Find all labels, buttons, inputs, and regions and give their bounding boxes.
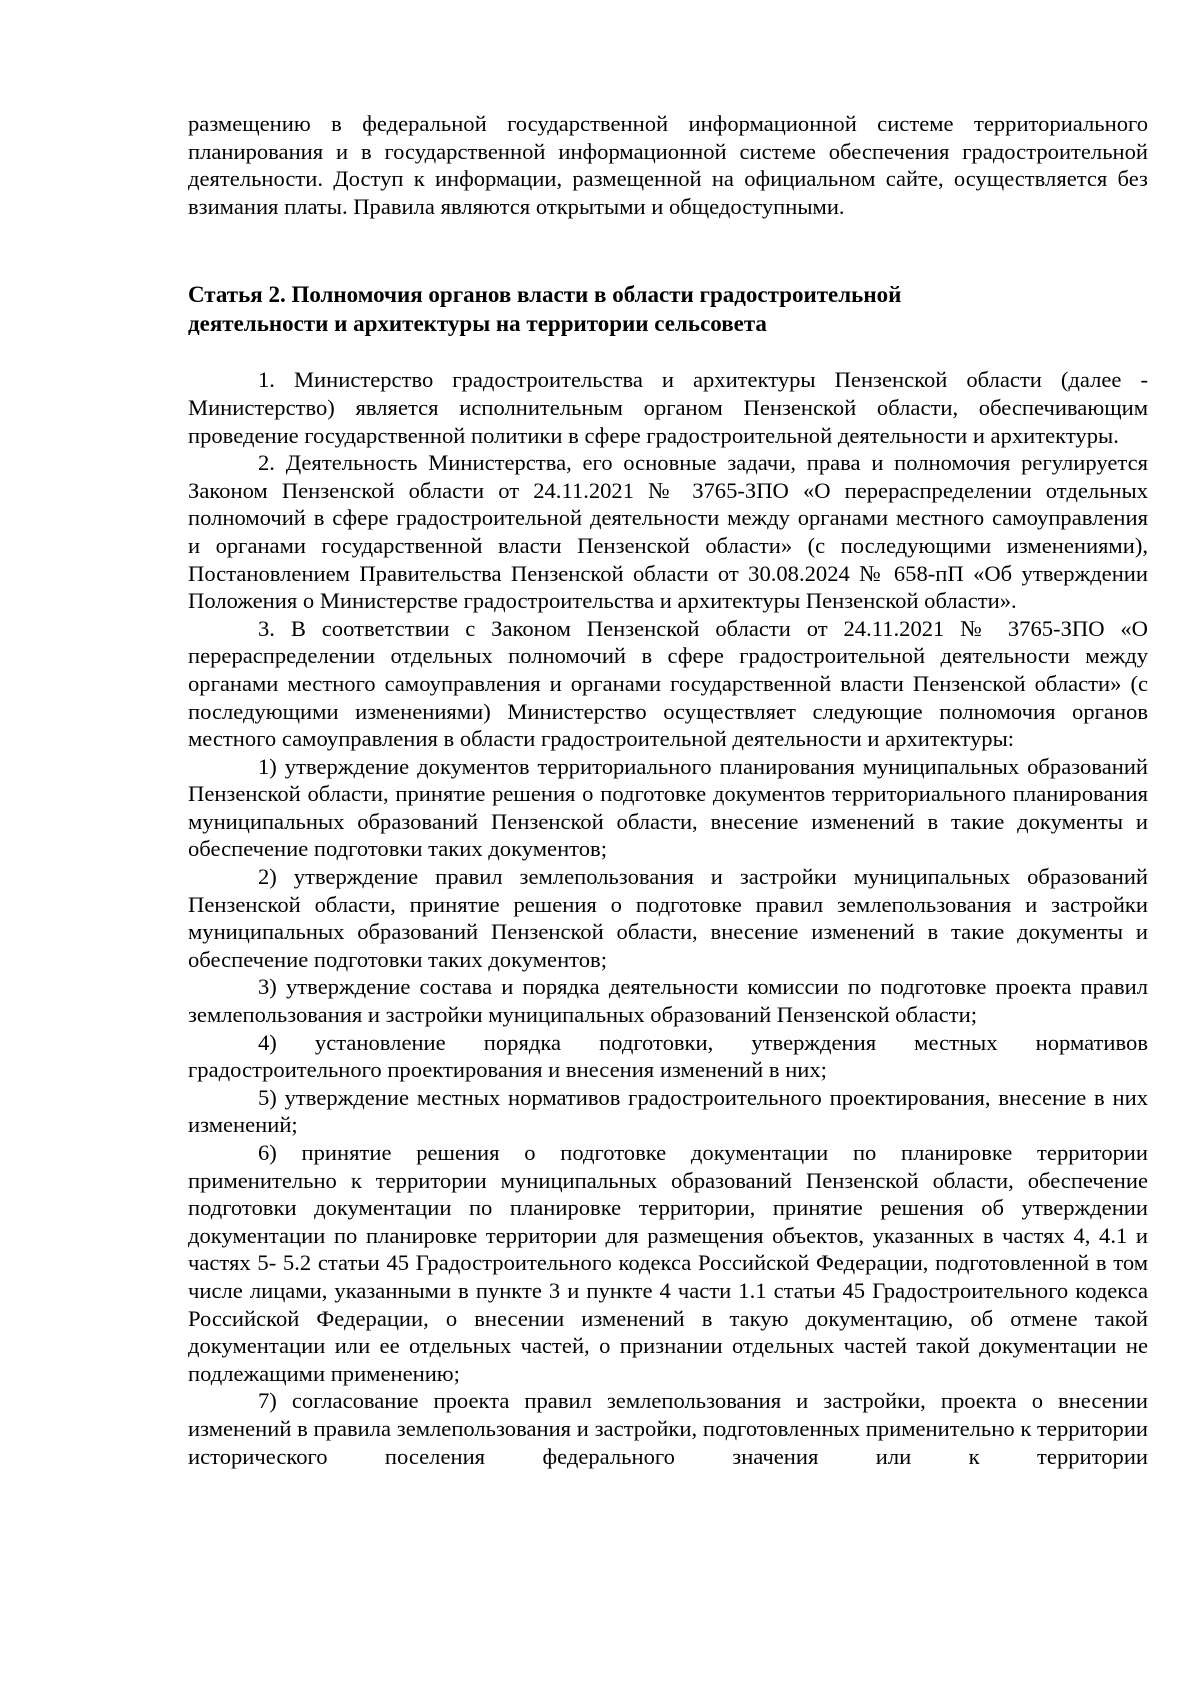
article-heading	[188, 280, 1148, 338]
intro-paragraph: размещению в федеральной государственной информационной системе территориального планирования и в государственной информационной системе обеспечения градостроительной деятельности. Доступ к информации, размещенной на официальном сайте, осуществляется без взимания платы. Правила являются открытыми и общедоступными.	[188, 111, 1148, 219]
list-item-3: 3) утверждение состава и порядка деятельности комиссии по подготовке проекта правил землепользования и застройки муниципальных образований Пензенской области;	[188, 974, 1148, 1028]
list-item-5: 5) утверждение местных нормативов градостроительного проектирования, внесение в них изменений;	[188, 1084, 1148, 1138]
list-item-4: 4) установление порядка подготовки, утверждения местных нормативов градостроительного проектирования и внесения изменений в них;	[188, 1029, 1148, 1083]
list-item-6: 6) принятие решения о подготовке документации по планировке территории применительно к территории муниципальных образований Пензенской области, обеспечение подготовки документации по планировке территории, принятие решения об утверждении документации по планировке территории для размещения объектов, указанных в частях 4, 4.1 и частях 5- 5.2 статьи 45 Градостроительного кодекса Российской Федерации, подготовленной в том числе лицами, указанными в пункте 3 и пункте 4 части 1.1 статьи 45 Градостроительного кодекса Российской Федерации, о внесении изменений в такую документацию, об отмене такой документации или ее отдельных частей, о признании отдельных частей такой документации не подлежащими применению;	[188, 1140, 1148, 1386]
spacer	[188, 338, 1148, 366]
article-heading-line-2: деятельности и архитектуры на территории сельсовета	[188, 311, 767, 337]
paragraph-2: 2. Деятельность Министерства, его основные задачи, права и полномочия регулируется Законом Пензенской области от 24.11.2021 № 3765-ЗПО «О перераспределении отдельных полномочий в сфере градостроительной деятельности между органами местного самоуправления и органами государственной власти Пензенской области» (с последующими изменениями), Постановлением Правительства Пензенской области от 30.08.2024 № 658-пП «Об утверждении Положения о Министерстве градостроительства и архитектуры Пензенской области».	[188, 450, 1148, 614]
list-item-1: 1) утверждение документов территориального планирования муниципальных образований Пензенской области, принятие решения о подготовке документов территориального планирования муниципальных образований Пензенской области, внесение изменений в такие документы и обеспечение подготовки таких документов;	[188, 753, 1148, 862]
document-page	[188, 110, 1148, 1470]
paragraph-3: 3. В соответствии с Законом Пензенской области от 24.11.2021 № 3765-ЗПО «О перераспределении отдельных полномочий в сфере градостроительной деятельности между органами местного самоуправления и органами государственной власти Пензенской области» (с последующими изменениями) Министерство осуществляет следующие полномочия органов местного самоуправления в области градостроительной деятельности и архитектуры:	[188, 615, 1148, 752]
list-item-7: 7) согласование проекта правил землепользования и застройки, проекта о внесении изменений в правила землепользования и застройки, подготовленных применительно к территории исторического поселения федерального значения или к территории	[188, 1388, 1148, 1469]
list-item-2: 2) утверждение правил землепользования и застройки муниципальных образований Пензенской области, принятие решения о подготовке правил землепользования и застройки муниципальных образований Пензенской области, внесение изменений в такие документы и обеспечение подготовки таких документов;	[188, 864, 1148, 972]
article-heading-line-1: Статья 2. Полномочия органов власти в области градостроительной	[188, 282, 902, 308]
spacer	[188, 220, 1148, 280]
paragraph-1: 1. Министерство градостроительства и архитектуры Пензенской области (далее - Министерство) является исполнительным органом Пензенской области, обеспечивающим проведение государственной политики в сфере градостроительной деятельности и архитектуры.	[188, 367, 1148, 448]
